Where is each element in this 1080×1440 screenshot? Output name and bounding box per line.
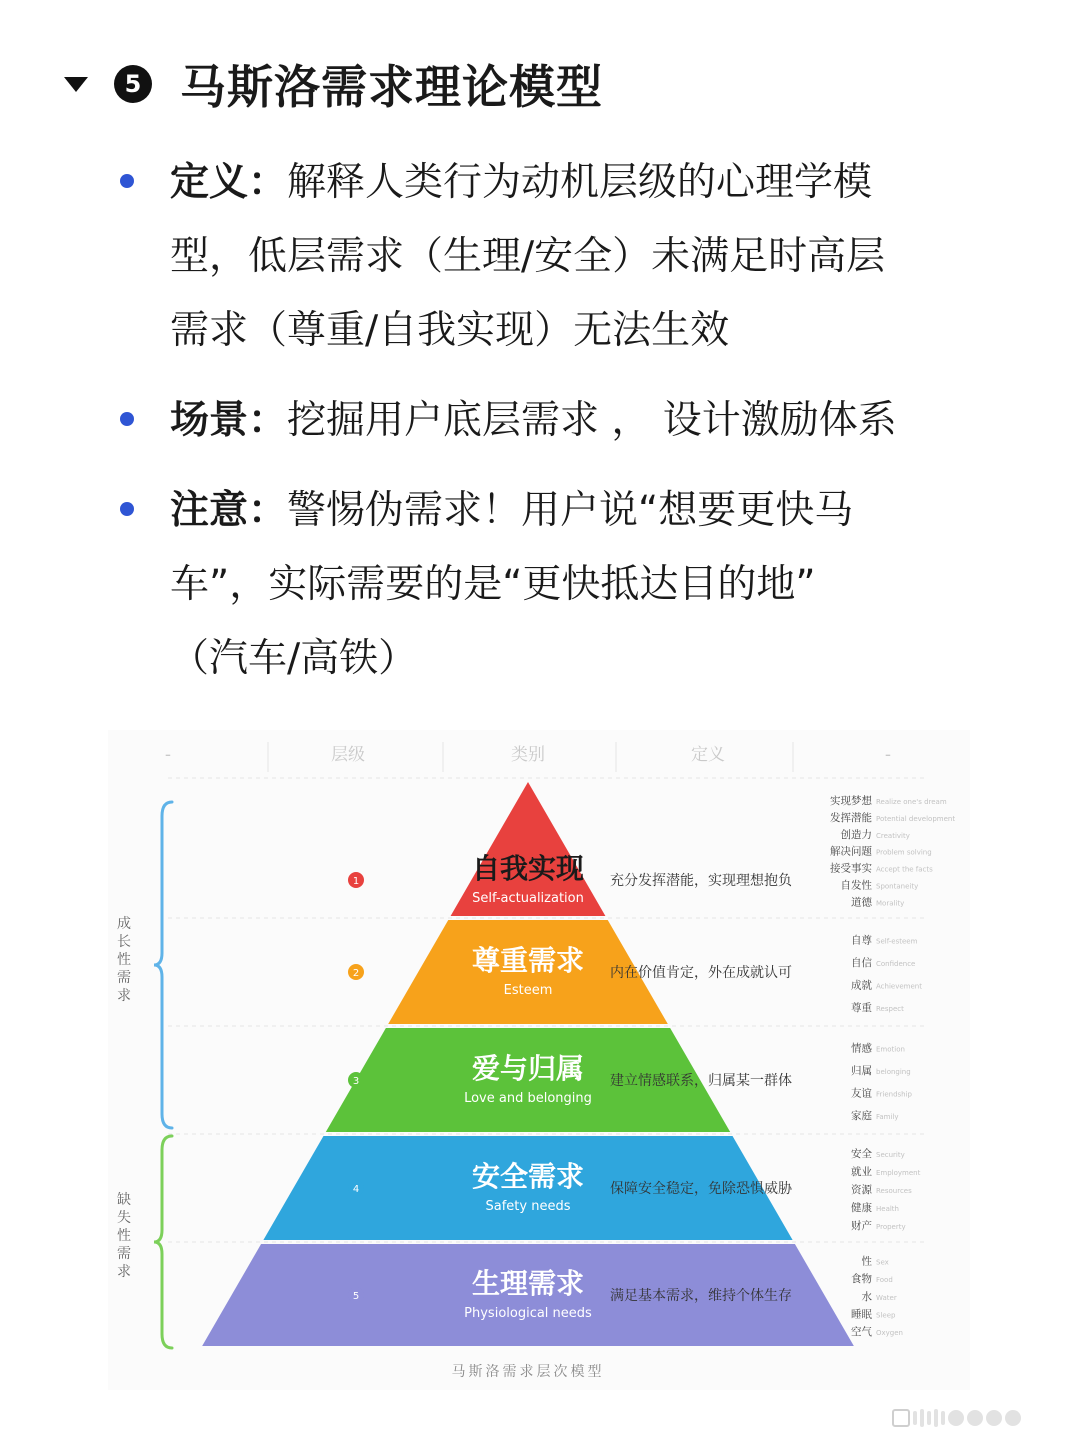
keyword-en: belonging (876, 1068, 911, 1076)
keyword-cn: 解决问题 (830, 845, 872, 858)
keyword-cn: 接受事实 (830, 862, 872, 875)
keyword-cn: 水 (861, 1290, 872, 1303)
keyword-en: Sleep (876, 1311, 896, 1320)
bullet-line: （汽车/高铁） (170, 636, 418, 681)
side-label-char: 缺 (117, 1192, 131, 1208)
bullet-dot-icon (120, 412, 134, 426)
level-definition: 充分发挥潜能，实现理想抱负 (610, 873, 792, 889)
keyword-en: Resources (876, 1186, 912, 1195)
level-number: 3 (352, 1076, 360, 1087)
level-definition: 内在价值肯定，外在成就认可 (610, 965, 792, 981)
bullet-line (170, 474, 1016, 548)
keyword-en: Family (876, 1113, 899, 1121)
keyword-en: Emotion (876, 1045, 905, 1054)
keyword-cn: 成就 (851, 979, 872, 992)
keyword-en: Health (876, 1204, 899, 1213)
keyword-en: Creativity (876, 831, 910, 840)
table-header-cell: 定义 (691, 745, 725, 765)
keyword-en: Property (876, 1222, 906, 1231)
keyword-en: Water (876, 1293, 897, 1302)
level-number: 1 (352, 876, 360, 887)
side-bracket (154, 802, 172, 1128)
table-header-cell: - (884, 745, 892, 765)
bullet-line: 需求（尊重/自我实现）无法生效 (170, 308, 730, 353)
keyword-cn: 家庭 (851, 1110, 872, 1122)
keyword-cn: 情感 (851, 1042, 872, 1055)
level-name-en: Self-actualization (472, 891, 584, 906)
maslow-pyramid-figure (108, 730, 970, 1390)
keyword-cn: 安全 (851, 1147, 872, 1160)
keyword-cn: 道德 (851, 896, 872, 909)
keyword-cn: 发挥潜能 (830, 811, 872, 824)
keyword-en: Security (876, 1150, 905, 1159)
side-label-char: 性 (117, 952, 131, 968)
bullet-dot-icon (120, 502, 134, 516)
level-name-cn: 爱与归属 (471, 1052, 585, 1085)
keyword-cn: 食物 (851, 1273, 872, 1286)
table-header-cell: - (164, 745, 172, 765)
bullet-line (170, 146, 1016, 220)
keyword-en: Potential development (876, 814, 956, 823)
level-name-cn: 安全需求 (471, 1160, 585, 1193)
keyword-cn: 性 (861, 1255, 872, 1268)
level-name-en: Safety needs (485, 1199, 571, 1214)
keyword-en: Problem solving (876, 848, 932, 857)
level-definition: 保障安全稳定，免除恐惧威胁 (610, 1181, 792, 1197)
keyword-cn: 健康 (851, 1201, 872, 1214)
keyword-en: Oxygen (876, 1328, 903, 1337)
image-pager[interactable] (892, 1407, 1070, 1429)
pager-dot[interactable] (934, 1409, 938, 1427)
bullet-text: 解释人类行为动机层级的心理学模 (287, 160, 873, 205)
bullet-line (170, 384, 1016, 458)
side-label-char: 求 (117, 1264, 131, 1280)
level-definition: 建立情感联系，归属某一群体 (610, 1073, 792, 1089)
keyword-en: Friendship (876, 1090, 912, 1099)
level-name-en: Love and belonging (464, 1091, 592, 1106)
level-name-en: Esteem (503, 983, 553, 998)
pager-dot[interactable] (892, 1409, 910, 1427)
keyword-cn: 自发性 (840, 879, 872, 892)
level-number: 4 (352, 1184, 360, 1195)
bullet-label: 场景： (170, 398, 288, 443)
side-label-char: 成 (117, 916, 131, 932)
keyword-cn: 创造力 (840, 828, 872, 841)
bullet-text: 警惕伪需求！用户说“想要更快马 (287, 488, 854, 533)
keyword-en: Employment (876, 1168, 921, 1177)
figure-caption: 马斯洛需求层次模型 (451, 1364, 605, 1380)
bullet-line: 型，低层需求（生理/安全）未满足时高层 (170, 234, 886, 279)
bullet-list (116, 146, 1016, 712)
table-header-cell: 层级 (331, 745, 365, 765)
keyword-en: Food (876, 1276, 893, 1285)
pager-dot[interactable] (941, 1411, 945, 1425)
level-definition: 满足基本需求，维持个体生存 (610, 1288, 792, 1304)
keyword-cn: 睡眠 (851, 1308, 872, 1321)
bullet-text: 挖掘用户底层需求 ， 设计激励体系 (287, 398, 897, 443)
table-header-cell: 类别 (511, 745, 545, 765)
keyword-cn: 自信 (851, 957, 872, 969)
bullet-dot-icon (120, 174, 134, 188)
side-label-char: 需 (117, 970, 131, 986)
level-name-cn: 生理需求 (471, 1267, 585, 1300)
bullet-scenario (116, 384, 1016, 458)
pager-dot[interactable] (948, 1410, 964, 1426)
keyword-cn: 就业 (851, 1165, 872, 1178)
collapse-caret-icon[interactable] (64, 77, 88, 92)
keyword-en: Realize one's dream (876, 798, 947, 807)
side-label-char: 性 (117, 1228, 131, 1244)
level-name-en: Physiological needs (464, 1306, 592, 1321)
section-number-badge: 5 (114, 65, 152, 103)
bullet-label: 定义： (170, 160, 288, 205)
pager-dot[interactable] (986, 1410, 1002, 1426)
pager-dot[interactable] (967, 1410, 983, 1426)
bullet-line: 车”，实际需要的是“更快抵达目的地” (170, 562, 816, 607)
keyword-en: Morality (876, 899, 905, 908)
section-title: 马斯洛需求理论模型 (180, 60, 603, 114)
level-number: 2 (352, 968, 360, 979)
keyword-cn: 资源 (851, 1183, 872, 1196)
level-number: 5 (352, 1291, 360, 1302)
side-label-char: 需 (117, 1246, 131, 1262)
keyword-cn: 空气 (851, 1325, 872, 1338)
pager-dot[interactable] (927, 1411, 931, 1425)
pager-dot[interactable] (913, 1411, 917, 1425)
side-label-char: 求 (117, 988, 131, 1004)
keyword-en: Achievement (876, 982, 922, 991)
bullet-definition (116, 146, 1016, 368)
keyword-en: Confidence (876, 960, 916, 968)
keyword-en: Respect (876, 1005, 904, 1013)
pager-dot[interactable] (920, 1409, 924, 1427)
keyword-cn: 财产 (851, 1219, 872, 1232)
keyword-cn: 实现梦想 (830, 795, 872, 808)
keyword-en: Accept the facts (876, 865, 933, 874)
keyword-cn: 友谊 (851, 1087, 872, 1100)
side-label-char: 失 (117, 1210, 131, 1226)
section-header (64, 52, 603, 116)
pager-dot[interactable] (1005, 1410, 1021, 1426)
keyword-cn: 归属 (851, 1065, 872, 1077)
keyword-en: Sex (876, 1258, 889, 1267)
bullet-note (116, 474, 1016, 696)
keyword-cn: 自尊 (851, 934, 872, 947)
keyword-en: Spontaneity (876, 882, 919, 891)
keyword-cn: 尊重 (851, 1002, 872, 1014)
level-name-cn: 尊重需求 (471, 944, 585, 977)
side-label-char: 长 (117, 934, 131, 950)
bullet-label: 注意： (170, 488, 288, 533)
keyword-en: Self-esteem (876, 937, 918, 946)
pyramid-svg (108, 730, 970, 1390)
level-name-cn: 自我实现 (471, 852, 585, 885)
